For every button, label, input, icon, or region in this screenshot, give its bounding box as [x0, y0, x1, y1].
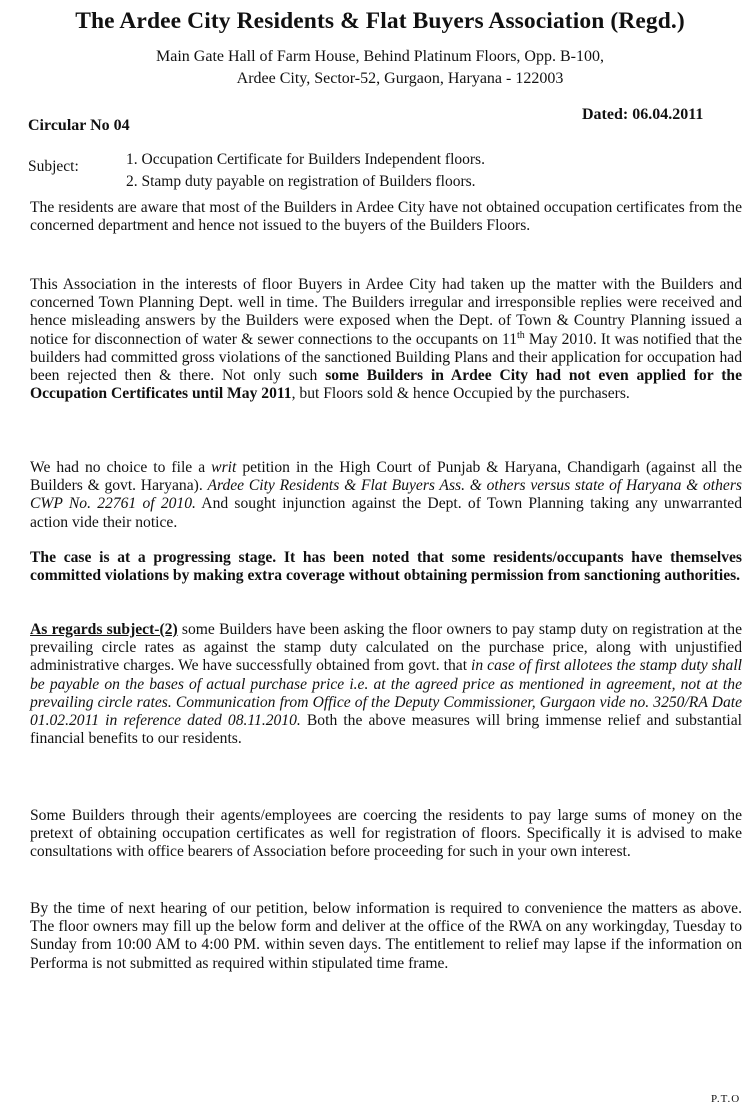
paragraph-advisory: Some Builders through their agents/employees are coercing the residents to pay large sums of money on the pretext of obtaining occupation certificates as well for registration of floors. Specifically it is advised to make consultations with office bearers of Association before proceeding for such in your own interest.: [30, 807, 742, 861]
subject-item-1: 1. Occupation Certificate for Builders Independent floors.: [126, 151, 485, 168]
emphasis-text: some Builders in Ardee City had not even applied for the Occupation Certificates until May 2011: [30, 367, 742, 403]
paragraph-text: , but Floors sold & hence Occupied by the purchasers.: [291, 385, 630, 403]
paragraph-case-status: [30, 549, 742, 585]
paragraph-text: We had no choice to file a: [30, 459, 212, 476]
circular-number: Circular No 04: [28, 117, 130, 134]
paragraph-text: This Association in the interests of floor Buyers in Ardee City had taken up the matter with the Builders and concerned Town Planning Dept. well in time. The Builders irregular and irresponsible replies were received and hence misleading answers by the Builders were exposed when the Dept. of Town & Country Planning issued a notice for disconnection of water & sewer connections to the occupants on 11: [30, 276, 742, 348]
ordinal-suffix: th: [517, 329, 525, 341]
writ-word: writ: [211, 459, 237, 476]
paragraph-association-action: [30, 276, 742, 403]
paragraph-text: petition in the High Court of Punjab & Haryana, Chandigarh (against all the Builders & govt. Haryana).: [30, 459, 743, 495]
paragraph-information-request: By the time of next hearing of our petition, below information is required to convenience the matters as above. The floor owners may fill up the below form and deliver at the office of the RWA on any workingday, Tuesday to Sunday from 10:00 AM to 4:00 PM. within seven days. The entitlement to relief may lapse if the information on Performa is not submitted as required within stipulated time frame.: [30, 900, 742, 972]
association-title: The Ardee City Residents & Flat Buyers Association (Regd.): [75, 8, 685, 34]
paragraph-text: May 2010. It was notified that the builders had committed gross violations of the sanctioned Building Plans and their application for occupation had been rejected then & there. Not only such: [30, 330, 743, 385]
paragraph-occupation-certificates: The residents are aware that most of the Builders in Ardee City have not obtained occupation certificates from the concerned department and hence not issued to the buyers of the Builders Floors.: [30, 199, 742, 235]
address-line-1: Main Gate Hall of Farm House, Behind Platinum Floors, Opp. B-100,: [156, 48, 604, 65]
paragraph-writ-petition: [30, 459, 742, 532]
case-citation: Ardee City Residents & Flat Buyers Ass. & others versus state of Haryana & others CWP No. 22761 of 2010.: [30, 477, 742, 513]
page-turn-over: P.T.O: [711, 1093, 741, 1105]
case-status-text: The case is at a progressing stage. It has been noted that some residents/occupants have themselves committed violations by making extra coverage without obtaining permission from sanctioning authorities.: [30, 549, 742, 585]
paragraph-stamp-duty: [30, 621, 742, 748]
paragraph-text: Both the above measures will bring immense relief and substantial financial benefits to our residents.: [30, 712, 742, 748]
subject-item-2: 2. Stamp duty payable on registration of Builders floors.: [126, 173, 476, 190]
subject-label: Subject:: [28, 158, 79, 175]
subject-2-reference: As regards subject-(2): [30, 621, 178, 638]
paragraph-text: some Builders have been asking the floor owners to pay stamp duty on registration at the prevailing circle rates as against the stamp duty calculated on the purchase price, along with unjustified administrative charges. We have successfully obtained from govt. that: [30, 621, 742, 675]
circular-date: Dated: 06.04.2011: [582, 106, 704, 123]
paragraph-text: And sought injunction against the Dept. of Town Planning taking any unwarranted action vide their notice.: [30, 495, 742, 531]
address-line-2: Ardee City, Sector-52, Gurgaon, Haryana - 122003: [236, 70, 564, 87]
stamp-duty-ruling: in case of first allotees the stamp duty shall be payable on the bases of actual purchase price i.e. at the agreed price as mentioned in agreement, not at the prevailing circle rates. Communication from Office of the Deputy Commissioner, Gurgaon vide no. 3250/RA Date 01.02.2011 in reference dated 08.11.2010.: [30, 657, 742, 730]
